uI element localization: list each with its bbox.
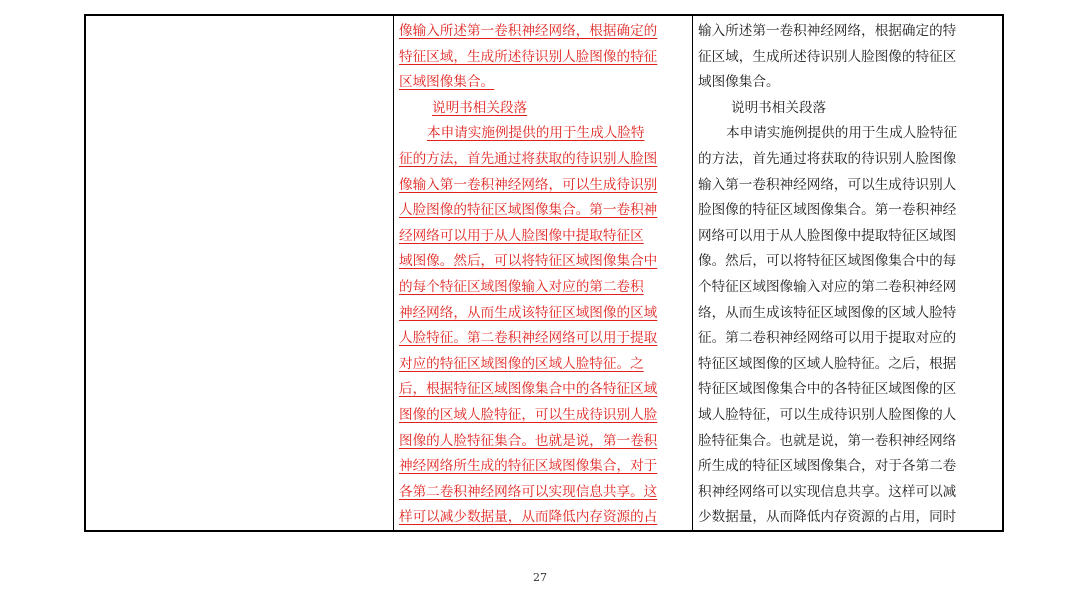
clean-line: 的方法，首先通过将获取的待识别人脸图像 bbox=[698, 150, 957, 167]
marked-line: 区域图像集合。 bbox=[399, 74, 495, 91]
page-number: 27 bbox=[533, 571, 547, 584]
column-divider-left bbox=[393, 16, 394, 530]
marked-line: 特征区域，生成所述待识别人脸图像的特征 bbox=[399, 48, 658, 65]
marked-line: 像输入所述第一卷积神经网络，根据确定的 bbox=[399, 23, 658, 39]
clean-line: 所生成的特征区域图像集合，对于各第二卷 bbox=[698, 458, 957, 475]
clean-line: 征。第二卷积神经网络可以用于提取对应的 bbox=[698, 330, 957, 347]
clean-line: 本申请实施例提供的用于生成人脸特征 bbox=[726, 125, 958, 142]
marked-line: 的每个特征区域图像输入对应的第二卷积 bbox=[399, 278, 644, 295]
comparison-table bbox=[84, 14, 1004, 532]
marked-line: 后，根据特征区域图像集合中的各特征区域 bbox=[399, 381, 658, 398]
marked-line: 各第二卷积神经网络可以实现信息共享。这 bbox=[399, 483, 658, 500]
column-divider-right bbox=[692, 16, 693, 530]
marked-up-column bbox=[399, 19, 687, 531]
clean-line: 特征区域图像的区域人脸特征。之后，根据 bbox=[698, 355, 957, 372]
marked-line: 征的方法，首先通过将获取的待识别人脸图 bbox=[399, 150, 658, 167]
marked-line: 人脸特征。第二卷积神经网络可以用于提取 bbox=[399, 330, 658, 347]
clean-line: 输入所述第一卷积神经网络，根据确定的特 bbox=[698, 23, 957, 39]
clean-line: 少数据量，从而降低内存资源的占用，同时 bbox=[698, 509, 957, 526]
clean-line: 域图像集合。 bbox=[698, 74, 780, 91]
marked-line: 域图像。然后，可以将特征区域图像集合中 bbox=[399, 253, 658, 270]
clean-line: 积神经网络可以实现信息共享。这样可以减 bbox=[698, 483, 957, 500]
marked-line: 图像的人脸特征集合。也就是说，第一卷积 bbox=[399, 432, 658, 449]
marked-line: 对应的特征区域图像的区域人脸特征。之 bbox=[399, 355, 644, 372]
marked-line: 人脸图像的特征区域图像集合。第一卷积神 bbox=[399, 202, 658, 219]
marked-line: 本申请实施例提供的用于生成人脸特 bbox=[427, 125, 645, 142]
clean-line: 输入第一卷积神经网络，可以生成待识别人 bbox=[698, 176, 957, 193]
clean-line: 域人脸特征，可以生成待识别人脸图像的人 bbox=[698, 406, 957, 423]
clean-section-heading: 说明书相关段落 bbox=[731, 99, 827, 116]
marked-line: 神经网络所生成的特征区域图像集合，对于 bbox=[399, 458, 658, 475]
clean-line: 脸特征集合。也就是说，第一卷积神经网络 bbox=[698, 432, 957, 449]
clean-line: 脸图像的特征区域图像集合。第一卷积神经 bbox=[698, 202, 957, 219]
clean-line: 个特征区域图像输入对应的第二卷积神经网 bbox=[698, 278, 957, 295]
marked-line: 经网络可以用于从人脸图像中提取特征区 bbox=[399, 227, 644, 244]
clean-line: 络，从而生成该特征区域图像的区域人脸特 bbox=[698, 304, 957, 321]
marked-line: 神经网络，从而生成该特征区域图像的区域 bbox=[399, 304, 658, 321]
clean-line: 特征区域图像集合中的各特征区域图像的区 bbox=[698, 381, 957, 398]
marked-section-heading: 说明书相关段落 bbox=[432, 99, 528, 116]
marked-line: 像输入第一卷积神经网络，可以生成待识别 bbox=[399, 176, 658, 193]
clean-column bbox=[698, 19, 1000, 531]
marked-line: 图像的区域人脸特征，可以生成待识别人脸 bbox=[399, 406, 658, 423]
clean-line: 像。然后，可以将特征区域图像集合中的每 bbox=[698, 253, 957, 270]
marked-line: 样可以减少数据量，从而降低内存资源的占 bbox=[399, 509, 658, 526]
clean-line: 网络可以用于从人脸图像中提取特征区域图 bbox=[698, 227, 957, 244]
clean-line: 征区域，生成所述待识别人脸图像的特征区 bbox=[698, 48, 957, 65]
